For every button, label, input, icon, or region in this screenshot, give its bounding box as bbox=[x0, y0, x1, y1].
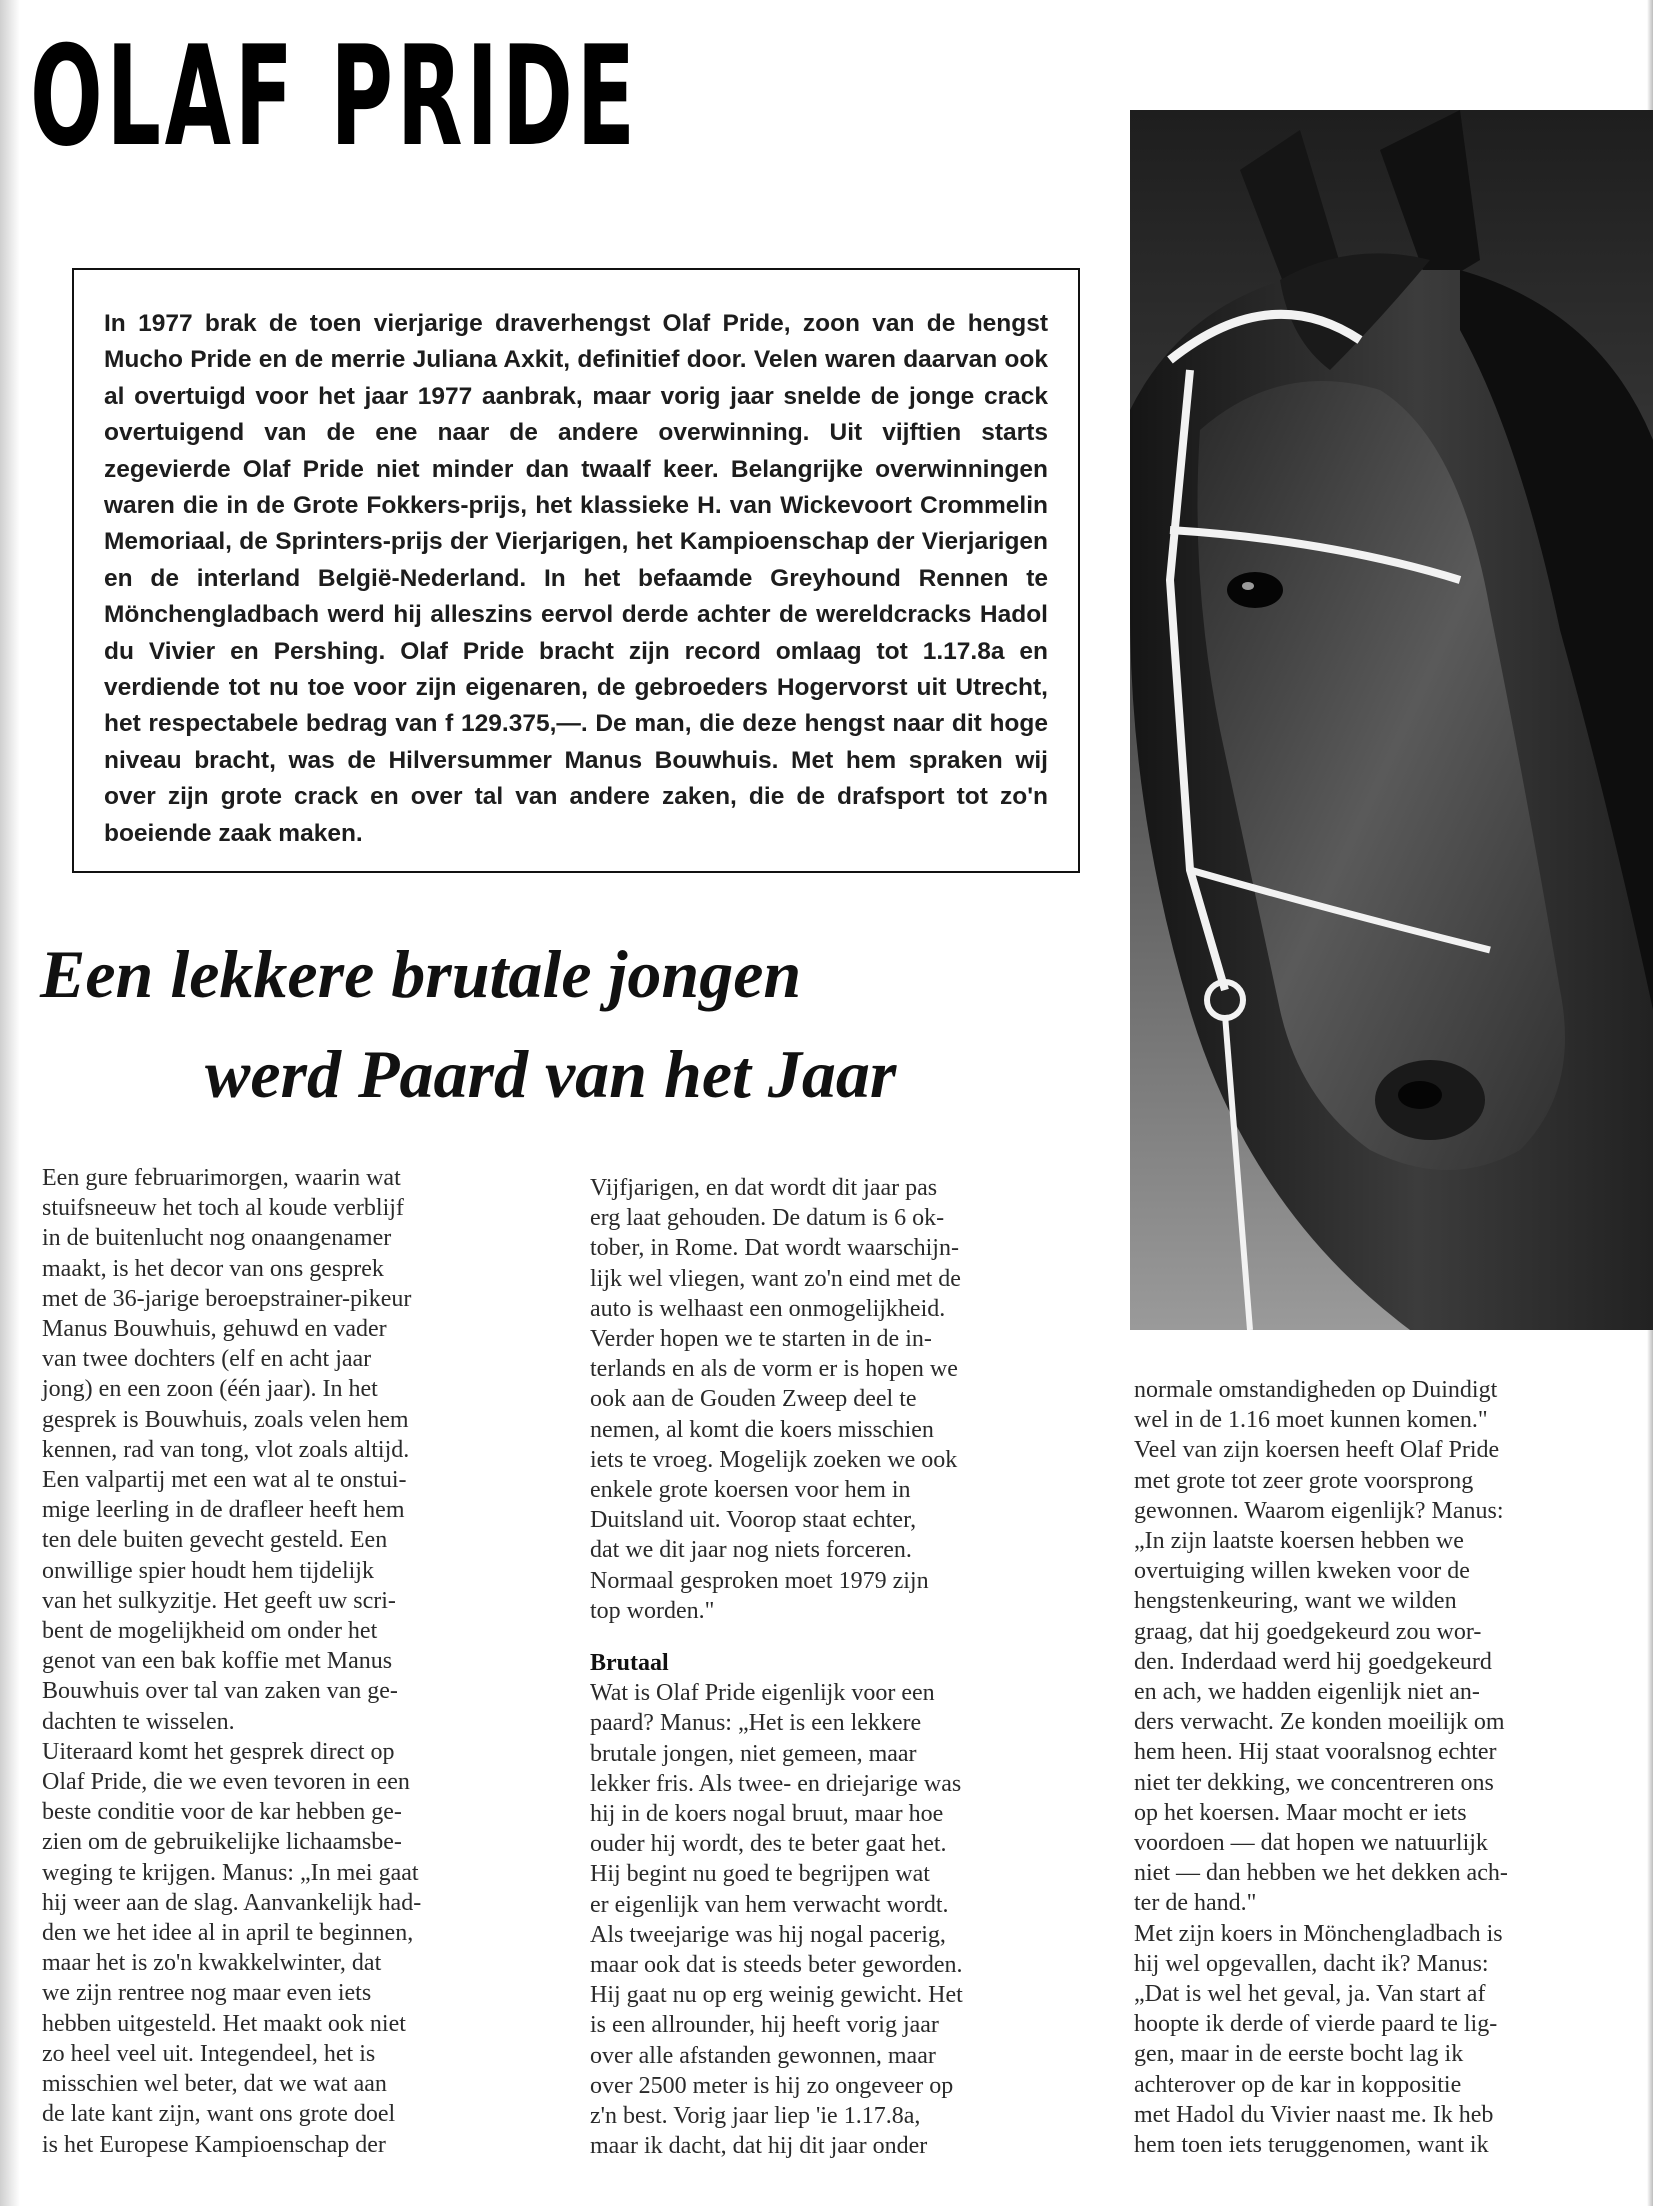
article-line: gewonnen. Waarom eigenlijk? Manus: bbox=[1134, 1497, 1504, 1524]
article-line: Bouwhuis over tal van zaken van ge- bbox=[42, 1678, 398, 1705]
article-line: is het Europese Kampioenschap der bbox=[42, 2131, 386, 2158]
article-line: misschien wel beter, dat we wat aan bbox=[42, 2071, 387, 2098]
article-line: kennen, rad van tong, vlot zoals altijd. bbox=[42, 1436, 410, 1463]
horse-photo bbox=[1130, 110, 1653, 1330]
article-line: den we het idee al in april te beginnen, bbox=[42, 1920, 414, 1947]
article-line: Een gure februarimorgen, waarin wat bbox=[42, 1165, 401, 1191]
article-line: mige leerling in de drafleer heeft hem bbox=[42, 1497, 405, 1524]
article-line: op het koersen. Maar mocht er iets bbox=[1134, 1799, 1467, 1826]
article-line: hem heen. Hij staat vooralsnog echter bbox=[1134, 1739, 1497, 1766]
article-line: is een allrounder, hij heeft vorig jaar bbox=[590, 2012, 939, 2039]
article-line: over 2500 meter is hij zo ongeveer op bbox=[590, 2072, 954, 2099]
article-line: van twee dochters (elf en acht jaar bbox=[42, 1346, 372, 1373]
article-line: „Dat is wel het geval, ja. Van start af bbox=[1134, 1981, 1486, 2008]
article-line: Veel van zijn koersen heeft Olaf Pride bbox=[1134, 1437, 1500, 1464]
headline-line-2: werd Paard van het Jaar bbox=[205, 1036, 897, 1112]
article-line: weging te krijgen. Manus: „In mei gaat bbox=[42, 1859, 419, 1886]
intro-text: In 1977 brak de toen vierjarige draverhengst Olaf Pride, zoon van de hengst Mucho Pride en de merrie Juliana Axkit, definitief door. Velen waren daarvan ook al overtuigd voor het jaar 1977 aanbrak, maar vorig jaar snelde de jonge crack overtuigend van de ene naar de andere overwinning. Uit vijftien starts zegevierde Olaf Pride niet minder dan twaalf keer. Belangrijke overwinningen waren die in de Grote Fokkers-prijs, het klassieke H. van Wickevoort Crommelin Memoriaal, de Sprinters-prijs der Vierjarigen, het Kampioenschap der Vierjarigen en de interland België-Nederland. In het befaamde Greyhound Rennen te Mönchengladbach werd hij alleszins eervol derde achter de wereldcracks Hadol du Vivier en Pershing. Olaf Pride bracht zijn record omlaag tot 1.17.8a en verdiende tot nu toe voor zijn eigenaren, de gebroeders Hogervorst uit Utrecht, het respectabele bedrag van f 129.375,—. De man, die deze hengst naar dit hoge niveau bracht, was de Hilversummer Manus Bouwhuis. Met hem spraken wij over zijn grote crack en over tal van andere zaken, die de drafsport tot zo'n boeiende zaak maken. bbox=[104, 310, 1048, 847]
article-line: tober, in Rome. Dat wordt waarschijn- bbox=[590, 1235, 959, 1262]
article-line: met de 36-jarige beroepstrainer-pikeur bbox=[42, 1285, 412, 1312]
article-line: graag, dat hij goedgekeurd zou wor- bbox=[1134, 1618, 1482, 1645]
page-title: OLAF PRIDE bbox=[30, 16, 639, 177]
article-line: hengstenkeuring, want we wilden bbox=[1134, 1588, 1457, 1615]
article-line: stuifsneeuw het toch al koude verblijf bbox=[42, 1195, 404, 1222]
article-line: „In zijn laatste koersen hebben we bbox=[1134, 1528, 1464, 1555]
article-line: dat we dit jaar nog niets forceren. bbox=[590, 1537, 912, 1564]
article-line: maar het is zo'n kwakkelwinter, dat bbox=[42, 1950, 382, 1977]
article-line: hij weer aan de slag. Aanvankelijk had- bbox=[42, 1889, 422, 1916]
article-line: voordoen — dat hopen we natuurlijk bbox=[1134, 1830, 1488, 1857]
intro-box bbox=[72, 268, 1080, 873]
article-line: lekker fris. Als twee- en driejarige was bbox=[590, 1770, 962, 1797]
article-line: paard? Manus: „Het is een lekkere bbox=[590, 1710, 922, 1737]
article-line: erg laat gehouden. De datum is 6 ok- bbox=[590, 1205, 945, 1232]
article-line: ten dele buiten gevecht gesteld. Een bbox=[42, 1527, 388, 1554]
article-line: over alle afstanden gewonnen, maar bbox=[590, 2042, 936, 2069]
article-line: z'n best. Vorig jaar liep 'ie 1.17.8a, bbox=[590, 2103, 921, 2130]
page-binding-shadow bbox=[0, 0, 20, 2206]
article-line: in de buitenlucht nog onaangenamer bbox=[42, 1225, 392, 1252]
article-line: brutale jongen, niet gemeen, maar bbox=[590, 1740, 917, 1767]
paragraph-spacer bbox=[590, 1626, 963, 1648]
article-line: Wat is Olaf Pride eigenlijk voor een bbox=[590, 1680, 935, 1707]
article-line: maakt, is het decor van ons gesprek bbox=[42, 1255, 384, 1282]
article-line: maar ik dacht, dat hij dit jaar onder bbox=[590, 2133, 928, 2160]
article-line: ter de hand." bbox=[1134, 1890, 1257, 1917]
article-line: lijk wel vliegen, want zo'n eind met de bbox=[590, 1265, 961, 1292]
article-line: hebben uitgesteld. Het maakt ook niet bbox=[42, 2010, 406, 2037]
article-line: hoopte ik derde of vierde paard te lig- bbox=[1134, 2011, 1498, 2038]
article-line: gesprek is Bouwhuis, zoals velen hem bbox=[42, 1406, 409, 1433]
article-line: zien om de gebruikelijke lichaamsbe- bbox=[42, 1829, 402, 1856]
article-line: iets te vroeg. Mogelijk zoeken we ook bbox=[590, 1446, 958, 1473]
article-line: we zijn rentree nog maar even iets bbox=[42, 1980, 372, 2007]
article-line: dachten te wisselen. bbox=[42, 1708, 235, 1735]
article-line: hij wel opgevallen, dacht ik? Manus: bbox=[1134, 1950, 1489, 1977]
article-line: wel in de 1.16 moet kunnen komen." bbox=[1134, 1407, 1488, 1434]
article-line: hem toen iets teruggenomen, want ik bbox=[1134, 2132, 1489, 2159]
article-line: normale omstandigheden op Duindigt bbox=[1134, 1377, 1498, 1403]
article-line: zo heel veel uit. Integendeel, het is bbox=[42, 2040, 376, 2067]
article-line: Hij gaat nu op erg weinig gewicht. Het bbox=[590, 1982, 963, 2009]
article-line: jong) en een zoon (één jaar). In het bbox=[42, 1376, 378, 1403]
article-line: Uiteraard komt het gesprek direct op bbox=[42, 1738, 395, 1765]
article-line: genot van een bak koffie met Manus bbox=[42, 1648, 393, 1675]
article-line: ouder hij wordt, des te beter gaat het. bbox=[590, 1831, 947, 1858]
article-line: achterover op de kar in koppositie bbox=[1134, 2071, 1462, 2098]
article-line: onwillige spier houdt hem tijdelijk bbox=[42, 1557, 374, 1584]
article-line: ook aan de Gouden Zweep deel te bbox=[590, 1386, 917, 1413]
article-line: van het sulkyzitje. Het geeft uw scri- bbox=[42, 1587, 396, 1614]
article-line: terlands en als de vorm er is hopen we bbox=[590, 1356, 958, 1383]
headline-line-1: Een lekkere brutale jongen bbox=[40, 936, 802, 1012]
article-line: nemen, al komt die koers misschien bbox=[590, 1416, 934, 1443]
article-line: Manus Bouwhuis, gehuwd en vader bbox=[42, 1316, 387, 1343]
article-line: hij in de koers nogal bruut, maar hoe bbox=[590, 1801, 944, 1828]
article-line: Een valpartij met een wat al te onstui- bbox=[42, 1467, 407, 1494]
article-line: de late kant zijn, want ons grote doel bbox=[42, 2101, 396, 2128]
article-line: Olaf Pride, die we even tevoren in een bbox=[42, 1769, 410, 1796]
article-column-1 bbox=[42, 1163, 421, 2160]
article-line: Met zijn koers in Mönchengladbach is bbox=[1134, 1920, 1503, 1947]
article-line: bent de mogelijkheid om onder het bbox=[42, 1618, 378, 1645]
article-line: Duitsland uit. Voorop staat echter, bbox=[590, 1507, 917, 1534]
horse-head-illustration bbox=[1130, 110, 1653, 1330]
article-line: met Hadol du Vivier naast me. Ik heb bbox=[1134, 2101, 1494, 2128]
article-line: Vijfjarigen, en dat wordt dit jaar pas bbox=[590, 1175, 938, 1201]
article-line: beste conditie voor de kar hebben ge- bbox=[42, 1799, 402, 1826]
article-line: Normaal gesproken moet 1979 zijn bbox=[590, 1567, 929, 1594]
article-line: top worden." bbox=[590, 1597, 715, 1624]
article-line: enkele grote koersen voor hem in bbox=[590, 1477, 911, 1504]
article-line: maar ook dat is steeds beter geworden. bbox=[590, 1952, 963, 1979]
article-line: ders verwacht. Ze konden moeilijk om bbox=[1134, 1709, 1505, 1736]
article-line: auto is welhaast een onmogelijkheid. bbox=[590, 1295, 946, 1322]
article-line: niet ter dekking, we concentreren ons bbox=[1134, 1769, 1494, 1796]
article-line: er eigenlijk van hem verwacht wordt. bbox=[590, 1891, 949, 1918]
subheading: Brutaal bbox=[590, 1650, 669, 1677]
article-column-3 bbox=[1134, 1375, 1508, 2160]
article-line: met grote tot zeer grote voorsprong bbox=[1134, 1467, 1474, 1494]
article-line: Verder hopen we te starten in de in- bbox=[590, 1326, 932, 1353]
article-line: en ach, we hadden eigenlijk niet an- bbox=[1134, 1679, 1480, 1706]
article-line: Hij begint nu goed te begrijpen wat bbox=[590, 1861, 930, 1888]
article-line: den. Inderdaad werd hij goedgekeurd bbox=[1134, 1648, 1492, 1675]
article-line: Als tweejarige was hij nogal pacerig, bbox=[590, 1921, 946, 1948]
article-line: niet — dan hebben we het dekken ach- bbox=[1134, 1860, 1508, 1887]
article-line: overtuiging willen kweken voor de bbox=[1134, 1558, 1470, 1585]
article-line: gen, maar in de eerste bocht lag ik bbox=[1134, 2041, 1464, 2068]
article-column-2 bbox=[590, 1173, 963, 2162]
